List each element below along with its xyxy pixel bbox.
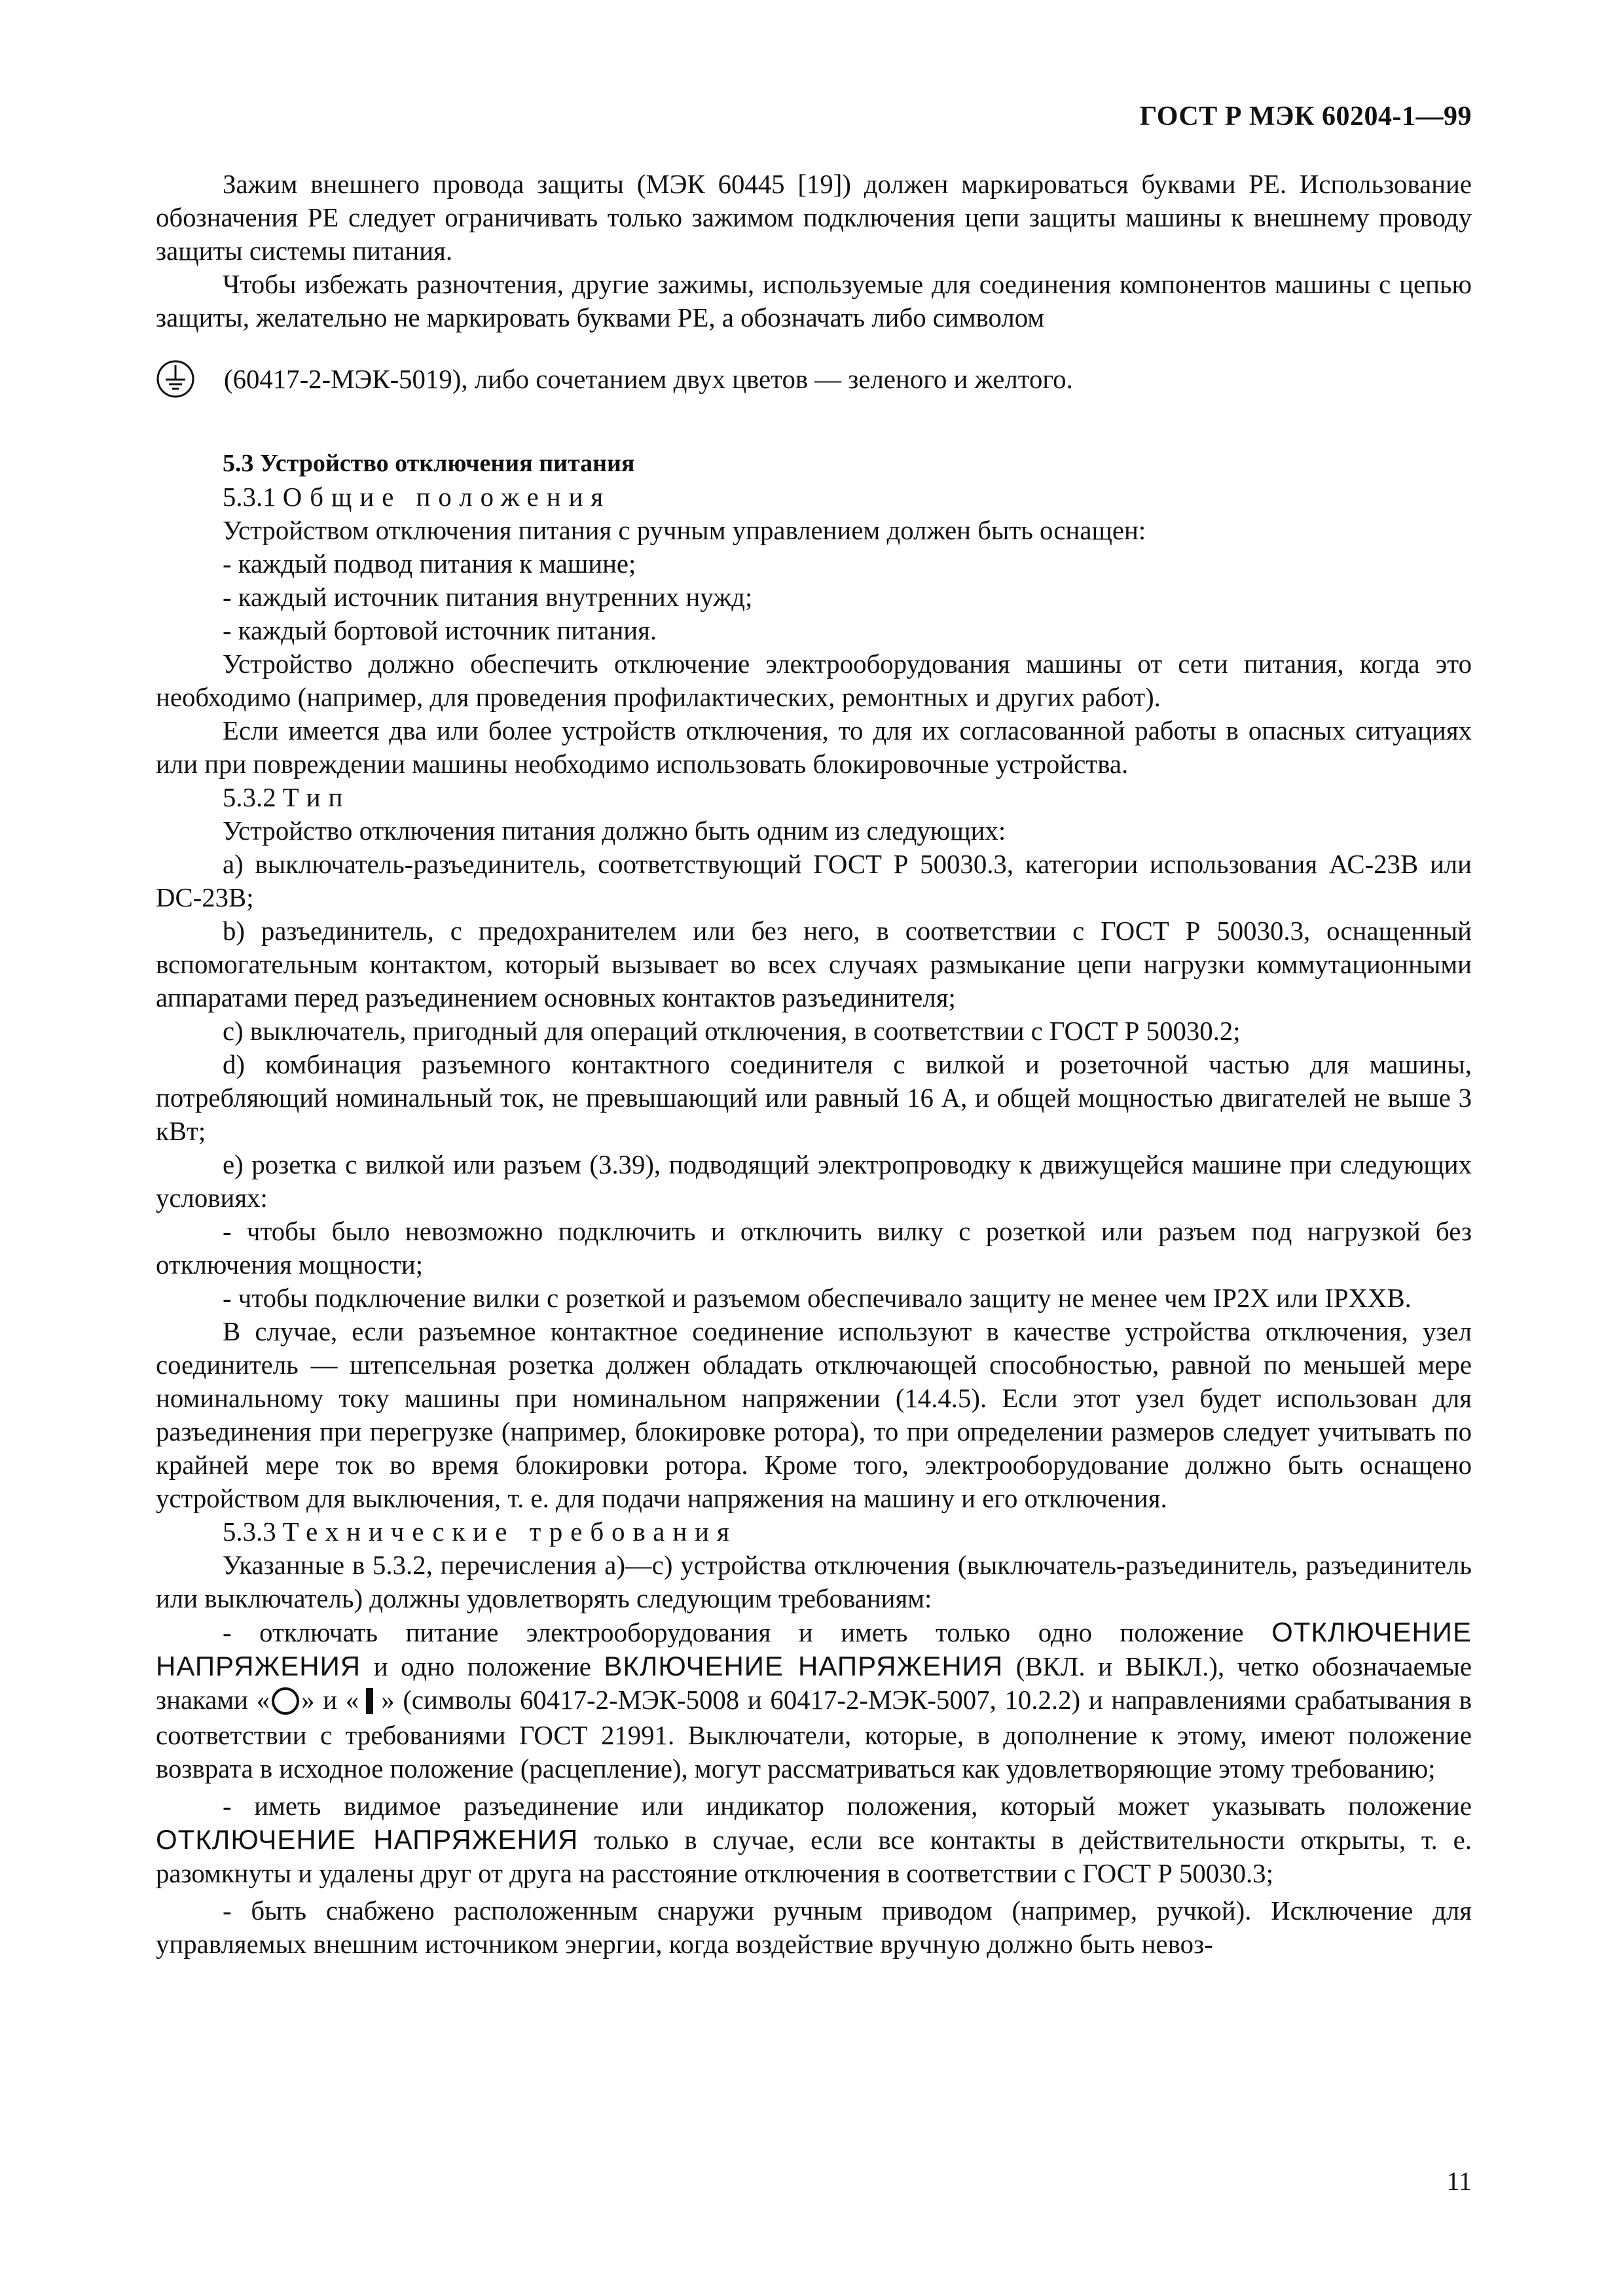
power-on-symbol-icon (359, 1685, 381, 1717)
list-item: - чтобы было невозможно подключить и отключить вилку с розеткой или разъем под нагрузкой без отключения мощности; (156, 1217, 1472, 1280)
paragraph: Устройство должно обеспечить отключение электрооборудования машины от сети питания, когда это необходимо (например, для проведения профилактических, ремонтных и других работ). (156, 649, 1472, 712)
subsection-number: 5.3.2 (223, 783, 276, 812)
paragraph: Устройством отключения питания с ручным управлением должен быть оснащен: (223, 516, 1146, 545)
section-title: 5.3 Устройство отключения питания (223, 450, 635, 477)
list-item: c) выключатель, пригодный для операций отключения, в соответствии с ГОСТ Р 50030.2; (223, 1016, 1241, 1046)
requirement-item: - отключать питание электрооборудования и иметь только одно положение ОТКЛЮЧЕНИЕ НАПРЯЖЕНИЯ и одно положение ВКЛЮЧЕНИЕ НАПРЯЖЕНИЯ (ВКЛ. и ВЫКЛ.), четко обозначаемые знаками « » и « » (символы 60417-2-МЭК-5008 и 60417-2-МЭК-5007, 10.2.2) и направлениями срабатывания в соответствии с требованиями ГОСТ 21991. Выключатели, которые, в дополнение к этому, имеют положение возврата в исходное положение (расцепление), могут рассматриваться как удовлетворяющие этому требованию; (156, 1617, 1472, 1784)
subsection-number: 5.3.3 (223, 1517, 276, 1547)
paragraph: Устройство отключения питания должно быть одним из следующих: (223, 816, 1006, 846)
list-item: e) розетка с вилкой или разъем (3.39), подводящий электропроводку к движущейся машине при следующих условиях: (156, 1150, 1472, 1213)
list-item: - каждый бортовой источник питания. (223, 616, 657, 645)
subsection-heading (156, 1515, 1472, 1549)
subsection-title: Тип (282, 783, 351, 812)
list-item: - чтобы подключение вилки с розеткой и разъемом обеспечивало защиту не менее чем IP2X или IPXXB. (223, 1283, 1412, 1313)
requirement-item: - иметь видимое разъединение или индикатор положения, который может указывать положение ОТКЛЮЧЕНИЕ НАПРЯЖЕНИЯ только в случае, если все контакты в действительности открыты, т. е. разомкнуты и удалены друг от друга на расстояние отключения в соответствии с ГОСТ Р 50030.3; (156, 1791, 1472, 1888)
subsection-title: Общие положения (282, 482, 611, 512)
requirement-item: - быть снабжено расположенным снаружи ручным приводом (например, ручкой). Исключение для управляемых внешним источником энергии, когда воздействие вручную должно быть невоз- (156, 1895, 1472, 1959)
list-item: d) комбинация разъемного контактного соединителя с вилкой и розеточной частью для машины, потребляющий номинальный ток, не превышающий или равный 16 А, и общей мощностью двигателей не выше 3 кВт; (156, 1050, 1472, 1146)
list-item: - каждый подвод питания к машине; (223, 549, 636, 579)
ground-symbol-text: (60417-2-МЭК-5019), либо сочетанием двух цветов — зеленого и желтого. (224, 364, 1073, 394)
paragraph: Если имеется два или более устройств отключения, то для их согласованной работы в опасных ситуациях или при повреждении машины необходимо использовать блокировочные устройства. (156, 716, 1472, 779)
subsection-heading (156, 480, 1472, 514)
ground-symbol-line (156, 340, 1472, 418)
subsection-number: 5.3.1 (223, 482, 276, 512)
paragraph: Чтобы избежать разночтения, другие зажимы, используемые для соединения компонентов машины с цепью защиты, желательно не маркировать буквами PE, а обозначать либо символом (156, 270, 1472, 332)
subsection-heading (156, 781, 1472, 814)
list-item: b) разъединитель, с предохранителем или без него, в соответствии с ГОСТ Р 50030.3, оснащенный вспомогательным контактом, который вызывает во всех случаях размыкание цепи нагрузки коммутационными аппаратами перед разъединением основных контактов разъединителя; (156, 916, 1472, 1013)
document-page (156, 98, 1472, 2196)
protective-earth-icon (156, 359, 195, 399)
paragraph: Зажим внешнего провода защиты (МЭК 60445 [19]) должен маркироваться буквами PE. Использование обозначения PE следует ограничивать только зажимом подключения цепи защиты машины к внешнему проводу защиты системы питания. (156, 170, 1472, 266)
paragraph: В случае, если разъемное контактное соединение используют в качестве устройства отключения, узел соединитель — штепсельная розетка должен обладать отключающей способностью, равной по меньшей мере номинальному току машины при номинальном напряжении (14.4.5). Если этот узел будет использован для разъединения при перегрузке (например, блокировке ротора), то при определении размеров следует учитывать по крайней мере ток во время блокировки ротора. Кроме того, электрооборудование должно быть оснащено устройством для выключения, т. е. для подачи напряжения на машину и его отключения. (156, 1317, 1472, 1513)
page-number: 11 (1446, 2166, 1472, 2196)
list-item: - каждый источник питания внутренних нужд; (223, 583, 753, 612)
page-header: ГОСТ Р МЭК 60204-1—99 (1139, 101, 1472, 132)
document-body (156, 168, 1472, 1961)
power-off-symbol-icon (270, 1685, 301, 1717)
list-item: a) выключатель-разъединитель, соответствующий ГОСТ Р 50030.3, категории использования АС-23В или DC-23B; (156, 850, 1472, 912)
paragraph: Указанные в 5.3.2, перечисления а)—с) устройства отключения (выключатель-разъединитель, разъединитель или выключатель) должны удовлетворять следующим требованиям: (156, 1551, 1472, 1613)
subsection-title: Технические требования (282, 1517, 737, 1547)
